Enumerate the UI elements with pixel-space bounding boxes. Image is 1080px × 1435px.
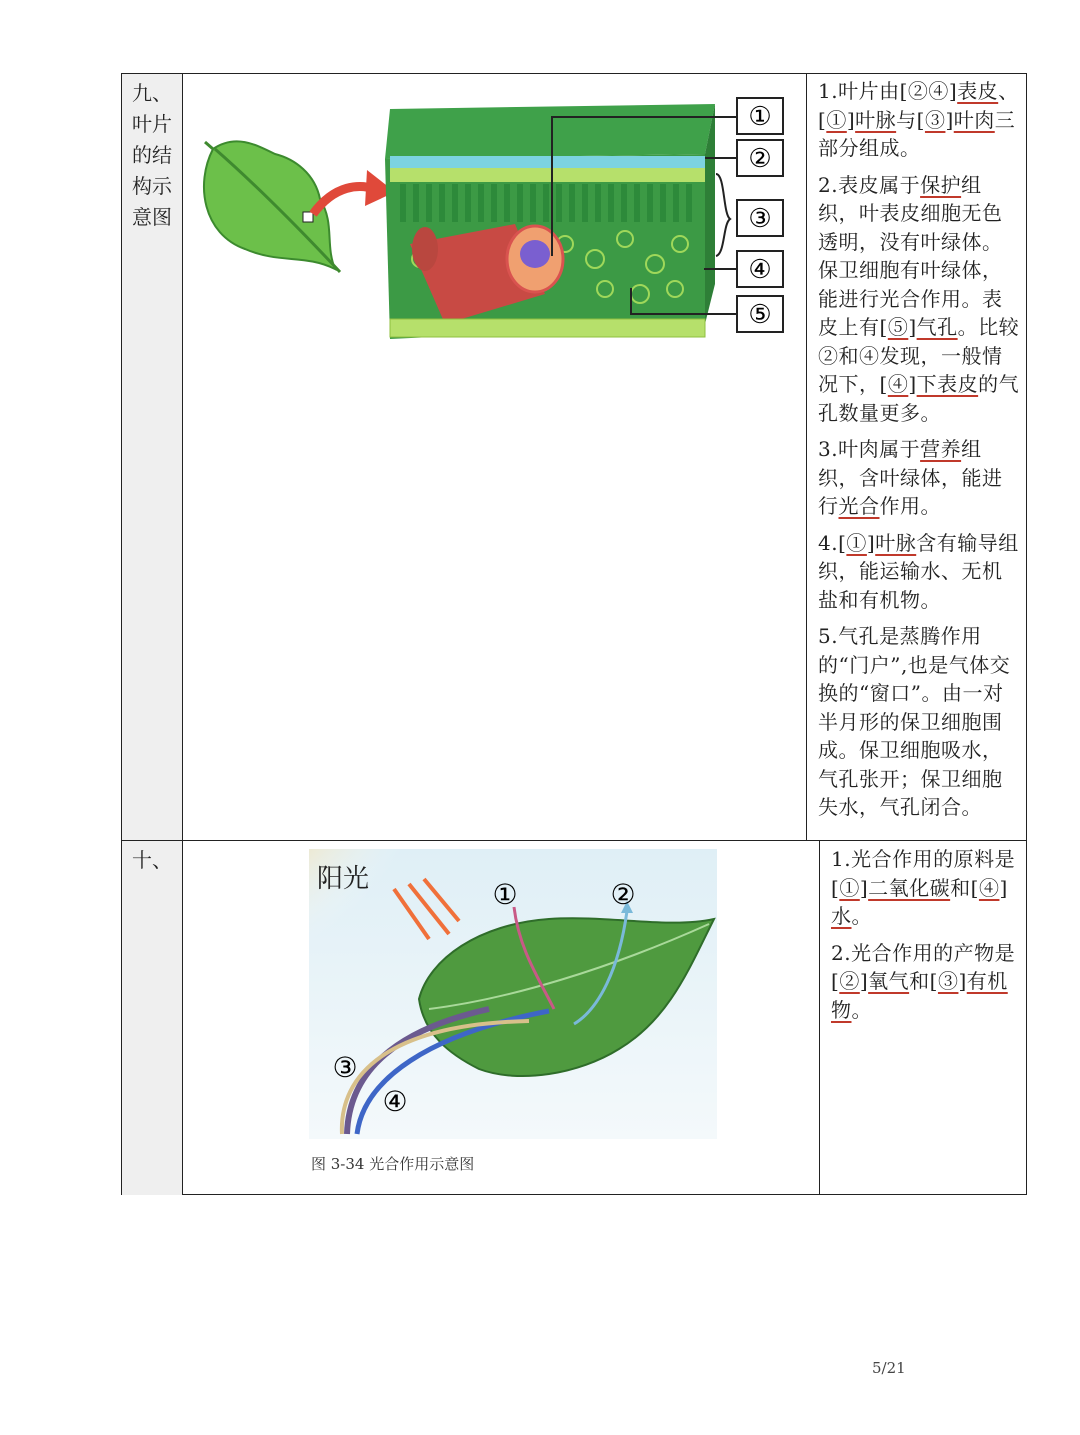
note-text: ]: [908, 372, 917, 396]
marker-5: ⑤: [748, 300, 772, 330]
note-text: ]: [859, 969, 869, 993]
label-line: 叶片: [132, 112, 172, 136]
answer-blank: 二氧化碳: [868, 875, 951, 900]
answer-blank: ②: [839, 969, 860, 993]
note-item: [818, 77, 1022, 163]
answer-blank: 水: [831, 904, 852, 928]
figure-caption: 图 3-34 光合作用示意图: [311, 1155, 475, 1173]
answer-blank: 下表皮: [916, 372, 979, 396]
row-label-photosynthesis: 十、: [132, 848, 172, 872]
note-text: 含有输导组织，能运输水、无机盐和有机物。: [818, 530, 1019, 612]
answer-blank: 叶脉: [875, 530, 917, 555]
note-text: 三部分组成。: [818, 107, 1016, 160]
answer-blank: 叶肉: [953, 107, 995, 132]
note-text: 作用。: [879, 494, 941, 518]
answer-blank: 光合: [838, 494, 880, 518]
answer-blank: 有机物: [831, 969, 1008, 1022]
note-text: 和[: [950, 875, 979, 900]
marker-4: ④: [382, 1085, 408, 1118]
note-text: ]: [999, 875, 1008, 900]
notes-list: [831, 845, 1024, 1032]
answer-blank: 保护: [920, 172, 962, 197]
marker-boxes: [737, 98, 783, 332]
note-text: 、[: [818, 79, 1019, 132]
table-row: [122, 840, 1026, 1195]
leaf-structure-figure-cell: [183, 74, 807, 840]
note-text: 2.光合作用的产物是[: [831, 940, 1016, 993]
marker-4: ④: [748, 255, 772, 285]
note-text: 。比较②和④发现，一般情况下，[: [818, 315, 1020, 396]
note-text: 1.叶片由[②④]: [818, 79, 958, 103]
note-item: [818, 529, 1022, 615]
row-label-leaf-structure: [132, 78, 178, 233]
marker-2: ②: [610, 878, 636, 911]
answer-blank: ①: [826, 107, 847, 132]
note-item: [818, 435, 1022, 521]
marker-1: ①: [748, 102, 772, 132]
note-text: ]: [958, 969, 967, 993]
note-text: 4.[: [818, 530, 847, 555]
leaf-structure-notes-cell: [807, 74, 1026, 840]
marker-2: ②: [748, 144, 772, 174]
answer-blank: ③: [924, 107, 946, 132]
photosynthesis-figure-cell: [183, 841, 820, 1195]
note-item: [818, 171, 1022, 428]
page-number: 5/21: [872, 1359, 906, 1377]
note-text: 。: [851, 997, 872, 1022]
note-text: 和[: [909, 969, 938, 993]
note-item: [831, 939, 1024, 1025]
label-line: 意图: [132, 205, 172, 229]
note-text: 。: [851, 904, 872, 928]
content-table: [121, 73, 1027, 1195]
notes-list: [818, 77, 1022, 830]
answer-blank: 氧气: [868, 969, 910, 993]
note-text: 3.叶肉属于: [818, 437, 921, 461]
marker-3: ③: [332, 1051, 358, 1084]
answer-blank: ④: [887, 372, 909, 396]
note-text: 5.气孔是蒸腾作用的“门户”,也是气体交换的“窗口”。由一对半月形的保卫细胞围成。保卫细胞吸水，气孔张开；保卫细胞失水，气孔闭合。: [818, 624, 1011, 819]
answer-blank: ①: [846, 530, 867, 555]
leaf-section-block: [385, 104, 715, 339]
note-text: ]: [945, 107, 954, 132]
label-line: 九、: [132, 81, 172, 105]
note-text: ]: [846, 107, 856, 132]
answer-blank: 气孔: [916, 315, 958, 339]
row-label-cell: [122, 74, 183, 840]
photosynthesis-notes-cell: [820, 841, 1026, 1195]
note-text: 组织，叶表皮细胞无色透明，没有叶绿体。保卫细胞有叶绿体，能进行光合作用。表皮上有[: [818, 172, 1003, 339]
note-item: [831, 845, 1024, 931]
note-text: ]: [866, 530, 876, 555]
note-item: [818, 622, 1022, 822]
marker-1: ①: [492, 878, 518, 911]
note-text: 的气孔数量更多。: [818, 372, 1020, 425]
answer-blank: ④: [978, 875, 1000, 900]
label-line: 构示: [132, 174, 172, 198]
table-row: [122, 74, 1026, 840]
sunlight-label: 阳光: [317, 864, 370, 894]
note-text: 2.表皮属于: [818, 172, 921, 197]
note-text: 与[: [896, 107, 925, 132]
answer-blank: ③: [937, 969, 959, 993]
note-text: ]: [908, 315, 917, 339]
answer-blank: 叶脉: [855, 107, 897, 132]
answer-blank: ⑤: [887, 315, 909, 339]
note-text: 组织，含叶绿体，能进行: [818, 437, 1003, 518]
photosynthesis-diagram: [309, 849, 719, 1175]
answer-blank: ①: [839, 875, 860, 900]
note-text: 1.光合作用的原料是[: [831, 847, 1016, 900]
answer-blank: 营养: [920, 437, 962, 461]
leaf-cross-section-diagram: [185, 74, 807, 374]
row-label-cell: [122, 841, 183, 1195]
marker-3: ③: [748, 204, 772, 234]
label-line: 的结: [132, 143, 172, 167]
note-text: ]: [859, 875, 869, 900]
answer-blank: 表皮: [957, 79, 999, 103]
